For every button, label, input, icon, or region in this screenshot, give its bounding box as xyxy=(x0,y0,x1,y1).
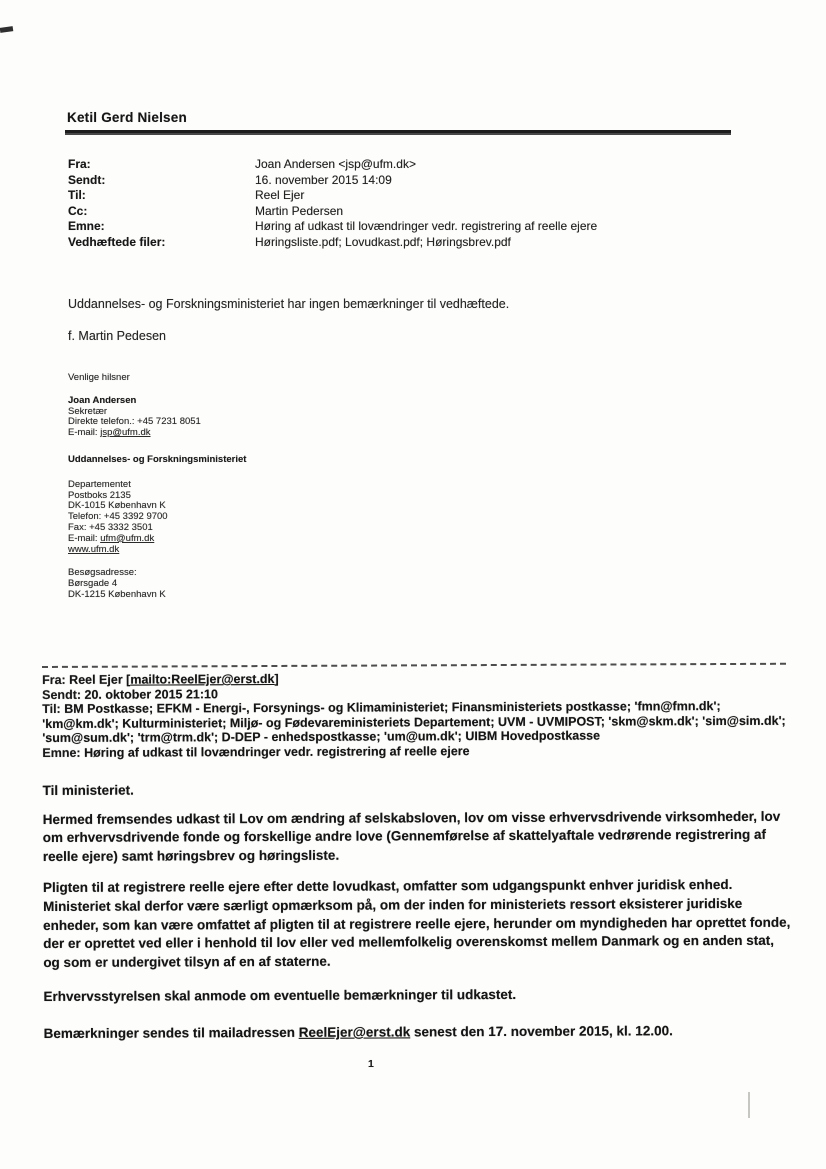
signature-organization: Uddannelses- og Forskningsministeriet xyxy=(68,453,247,465)
signature-direct-phone: Direkte telefon.: +45 7231 8051 xyxy=(68,416,201,428)
quoted-to-line xyxy=(42,699,792,746)
header-row-subject xyxy=(68,219,728,235)
visit-address-label: Besøgsadresse: xyxy=(68,567,137,579)
org-email-link: ufm@ufm.dk xyxy=(100,532,155,544)
signature-fax: Fax: +45 3332 3501 xyxy=(68,521,153,533)
website-link: www.ufm.dk xyxy=(68,543,120,555)
signature-phone: Telefon: +45 3392 9700 xyxy=(68,511,168,523)
subject-value: Høring af udkast til lovændringer vedr. registrering af reelle ejere xyxy=(255,219,598,233)
subject-label: Emne: xyxy=(68,219,105,233)
signature-department: Departementet xyxy=(68,478,131,490)
signature-greeting: Venlige hilsner xyxy=(68,372,130,383)
cc-label: Cc: xyxy=(68,203,88,218)
quoted-mailto-link: mailto:ReelEjer@erst.dk xyxy=(130,671,275,687)
scan-artifact-top-left xyxy=(0,26,13,33)
quoted-paragraph-2: Pligten til at registrere reelle ejere efter dette lovudkast, omfatter som udgangspunkt enhver juridisk enhed. Ministeriet skal derfor være særligt opmærksom på, om der inden for ministeriets ressort eksisterer juridiske enheder, som kan være omfattet af pligten til at registrere reelle ejere, herunder om myndigheden har oprettet fonde, der er oprettet ved eller i henhold til lov eller ved mellemfolkelig overenskomst mellem Danmark og en anden stat, og som er undergivet tilsyn af en af staterne. xyxy=(42,877,795,970)
signature-visit-group xyxy=(68,568,246,600)
header-row-attachments xyxy=(68,235,728,251)
quoted-paragraph-1: Hermed fremsendes udkast til Lov om ændring af selskabsloven, lov om visse erhvervsdrivende virksomheder, lov om erhvervsdrivende fonde og forskellige andre love (Gennemførelse af skattelyaftale vedrørende registrering af reelle ejere) samt høringsbrev og høringsliste. xyxy=(42,808,784,864)
signature-job-title: Sekretær xyxy=(68,405,108,417)
signature-address-group xyxy=(68,480,246,556)
quoted-salutation: Til ministeriet. xyxy=(42,782,134,798)
email1-header-block xyxy=(68,157,728,250)
signature-email-line xyxy=(68,428,246,439)
signature-website-line xyxy=(68,545,246,556)
header-row-sent xyxy=(68,173,728,189)
header-row-from xyxy=(68,157,728,173)
signature-postal-city: DK-1015 København K xyxy=(68,500,166,512)
email-label: E-mail: xyxy=(68,427,101,439)
deadline-text-post: senest den 17. november 2015, kl. 12.00. xyxy=(410,1023,673,1040)
sent-value: 16. november 2015 14:09 xyxy=(255,172,392,187)
visit-street: Børsgade 4 xyxy=(68,578,118,590)
quoted-email-block xyxy=(42,663,794,1044)
signature-name: Joan Andersen xyxy=(68,394,137,406)
quoted-subject-label: Emne: xyxy=(42,745,81,760)
quoted-sent-label: Sendt: xyxy=(42,687,82,702)
header-row-cc xyxy=(68,204,728,220)
attachments-value: Høringsliste.pdf; Lovudkast.pdf; Høringsbrev.pdf xyxy=(255,234,511,249)
signature-contact-group xyxy=(68,396,246,439)
recipient-name-heading: Ketil Gerd Nielsen xyxy=(67,110,187,125)
deadline-text-pre: Bemærkninger sendes til mailadressen xyxy=(43,1024,299,1041)
from-label: Fra: xyxy=(68,157,91,171)
email1-signature-block xyxy=(68,373,246,601)
org-email-label: E-mail: xyxy=(68,532,101,544)
header-row-to xyxy=(68,188,728,204)
quoted-from-label: Fra: xyxy=(42,672,66,687)
signature-pobox: Postboks 2135 xyxy=(68,489,131,501)
cc-value: Martin Pedersen xyxy=(255,203,344,218)
quoted-to-value: BM Postkasse; EFKM - Energi-, Forsynings- og Klimaministeriet; Finansministeriets postkasse; 'fmn@fmn.dk'; 'km@km.dk'; Kulturministeriet; Miljø- og Fødevareministeriets Departement; UVM - UVMIPOST; 'skm@skm.dk'; 'sim@sim.dk'; 'sum@sum.dk'; 'trm@trm.dk'; D-DEP - enhedspostkasse; 'um@um.dk'; UIBM Hovedpostkasse xyxy=(42,699,790,746)
to-value: Reel Ejer xyxy=(255,188,305,202)
from-value: Joan Andersen <jsp@ufm.dk> xyxy=(255,157,416,171)
title-divider xyxy=(65,130,731,133)
page-number: 1 xyxy=(368,1058,374,1070)
visit-city: DK-1215 København K xyxy=(68,588,166,600)
quoted-sent-value: 20. oktober 2015 21:10 xyxy=(80,686,218,702)
sent-label: Sendt: xyxy=(68,172,106,187)
attachments-label: Vedhæftede filer: xyxy=(68,234,166,249)
scan-artifact-right-edge xyxy=(748,1092,750,1118)
quoted-paragraph-4 xyxy=(44,1022,794,1044)
email-link: jsp@ufm.dk xyxy=(100,427,151,439)
quoted-from-name: Reel Ejer [ xyxy=(65,672,131,687)
quoted-to-label: Til: xyxy=(42,702,61,717)
quoted-paragraph-3: Erhvervsstyrelsen skal anmode om eventuelle bemærkninger til udkastet. xyxy=(43,987,517,1005)
quoted-subject-value: Høring af udkast til lovændringer vedr. registrering af reelle ejere xyxy=(80,744,470,760)
to-label: Til: xyxy=(68,188,86,202)
reply-email-link: ReelEjer@erst.dk xyxy=(298,1024,411,1040)
email1-signoff: f. Martin Pedesen xyxy=(68,329,166,343)
quoted-email-separator xyxy=(42,663,786,669)
quoted-from-bracket: ] xyxy=(274,671,279,686)
quoted-subject-line xyxy=(42,743,792,761)
email1-body-text: Uddannelses- og Forskningsministeriet har ingen bemærkninger til vedhæftede. xyxy=(68,297,510,311)
